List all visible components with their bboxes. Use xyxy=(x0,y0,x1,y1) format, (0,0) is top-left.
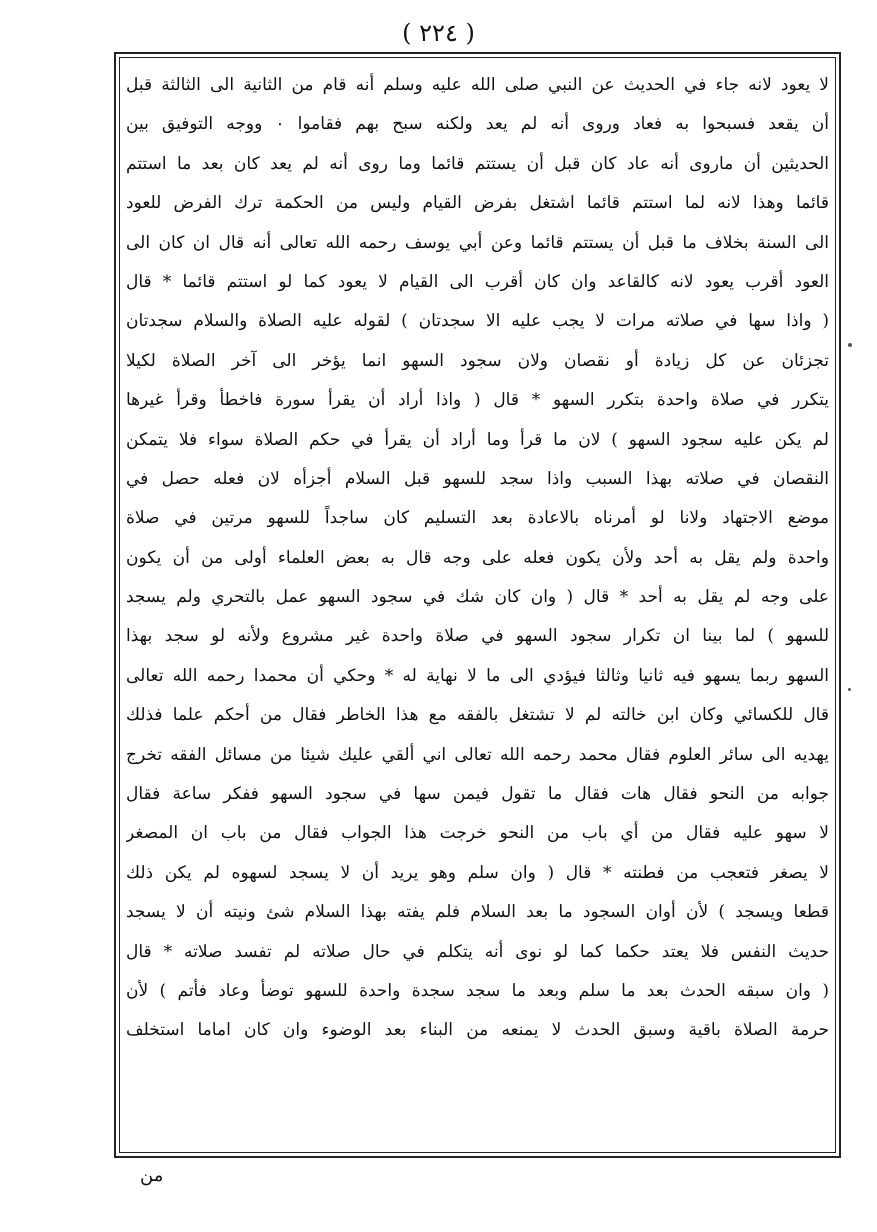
text-line: الحديثين أن ماروى أنه عاد كان قبل أن يستتم قائما وما روى أنه لم يعد كان بعد ما استتم xyxy=(126,153,829,174)
text-line: واحدة ولم يقل به أحد ولأن يكون فعله على وجه قال به بعض العلماء أولى من أن يكون xyxy=(126,547,829,568)
text-line: أن يقعد فسبحوا به فعاد وروى أنه لم يعد ولكنه سبح بهم فقاموا ٠ ووجه التوفيق بين xyxy=(126,114,829,135)
text-line: على وجه لم يقل به أحد * قال ( وان كان شك في سجود السهو عمل بالتحري ولم يسجد xyxy=(126,587,829,608)
text-line: لم يكن عليه سجود السهو ) لان ما قرأ وما أراد أن يقرأ في حكم الصلاة سواء فلا يتمكن xyxy=(126,429,829,450)
text-line: النقصان في صلاته بهذا السبب واذا سجد للسهو قبل السلام أجزأه لان فعله حصل في xyxy=(126,468,829,489)
margin-speck xyxy=(848,688,851,691)
text-line: حرمة الصلاة باقية وسبق الحدث لا يمنعه من البناء بعد الوضوء وان كان اماما استخلف xyxy=(126,1020,829,1041)
text-line: لا سهو عليه فقال من أي باب من النحو خرجت هذا الجواب فقال من باب ان المصغر xyxy=(126,823,829,844)
text-line: قطعا ويسجد ) لأن أوان السجود ما بعد السلام فلم يفته بهذا السلام شئ ونيته أن لا يسجد xyxy=(126,902,829,923)
text-line: للسهو ) لما بينا ان تكرار سجود السهو في صلاة واحدة غير مشروع ولأنه لو سجد بهذا xyxy=(126,626,829,647)
catchword: من xyxy=(140,1165,164,1186)
text-line: يهديه الى سائر العلوم فقال محمد رحمه الله تعالى اني ألقي عليك شيئا من مسائل الفقه تخرج xyxy=(126,744,829,765)
text-line: قائما وهذا لانه لما استتم قائما اشتغل بفرض القيام وليس من الحكمة ترك الفرض للعود xyxy=(126,193,829,214)
text-line: لا يصغر فتعجب من فطنته * قال ( وان سلم وهو يريد أن لا يسجد لسهوه لم يكن ذلك xyxy=(126,862,829,883)
text-line: حديث النفس فلا يعتد حكما كما لو نوى أنه يتكلم في حال صلاته لم تفسد صلاته * قال xyxy=(126,941,829,962)
text-line: جوابه من النحو فقال هات فقال ما تقول فيمن سها في سجود السهو ففكر ساعة فقال xyxy=(126,784,829,805)
text-line: ( وان سبقه الحدث بعد ما سلم وبعد ما سجد سجدة واحدة للسهو توضأ وعاد فأتم ) لأن xyxy=(126,980,829,1001)
text-line: يتكرر في صلاة واحدة بتكرر السهو * قال ( واذا أراد أن يقرأ سورة فاخطأ وقرأ غيرها xyxy=(126,390,829,411)
body-text xyxy=(126,66,829,1051)
page-number: ( ٢٢٤ ) xyxy=(402,19,475,47)
text-line: موضع الاجتهاد ولانا لو أمرناه بالاعادة بعد التسليم كان ساجداً للسهو مرتين في صلاة xyxy=(126,508,829,529)
text-line: لا يعود لانه جاء في الحديث عن النبي صلى الله عليه وسلم أنه قام من الثانية الى الثالثة قبل xyxy=(126,75,829,95)
margin-speck xyxy=(848,343,852,347)
text-line: السهو ربما يسهو فيه ثانيا وثالثا فيؤدي الى ما لا نهاية له * وحكي أن محمدا رحمه الله تعالى xyxy=(126,665,829,686)
text-line: الى السنة بخلاف ما قبل أن يستتم قائما وعن أبي يوسف رحمه الله تعالى أنه قال ان كان الى xyxy=(126,232,829,253)
text-line: قال للكسائي وكان ابن خالته لم لا تشتغل بالفقه مع هذا الخاطر فقال من أحكم علما فذلك xyxy=(126,705,829,726)
text-line: ( واذا سها في صلاته مرات لا يجب عليه الا سجدتان ) لقوله عليه الصلاة والسلام سجدتان xyxy=(126,311,829,332)
text-line: العود أقرب يعود لانه كالقاعد وان كان أقرب الى القيام لا يعود كما لو استتم قائما * قال xyxy=(126,271,829,292)
text-line: تجزئان عن كل زيادة أو نقصان ولان سجود السهو انما يؤخر الى آخر الصلاة لكيلا xyxy=(126,350,829,371)
